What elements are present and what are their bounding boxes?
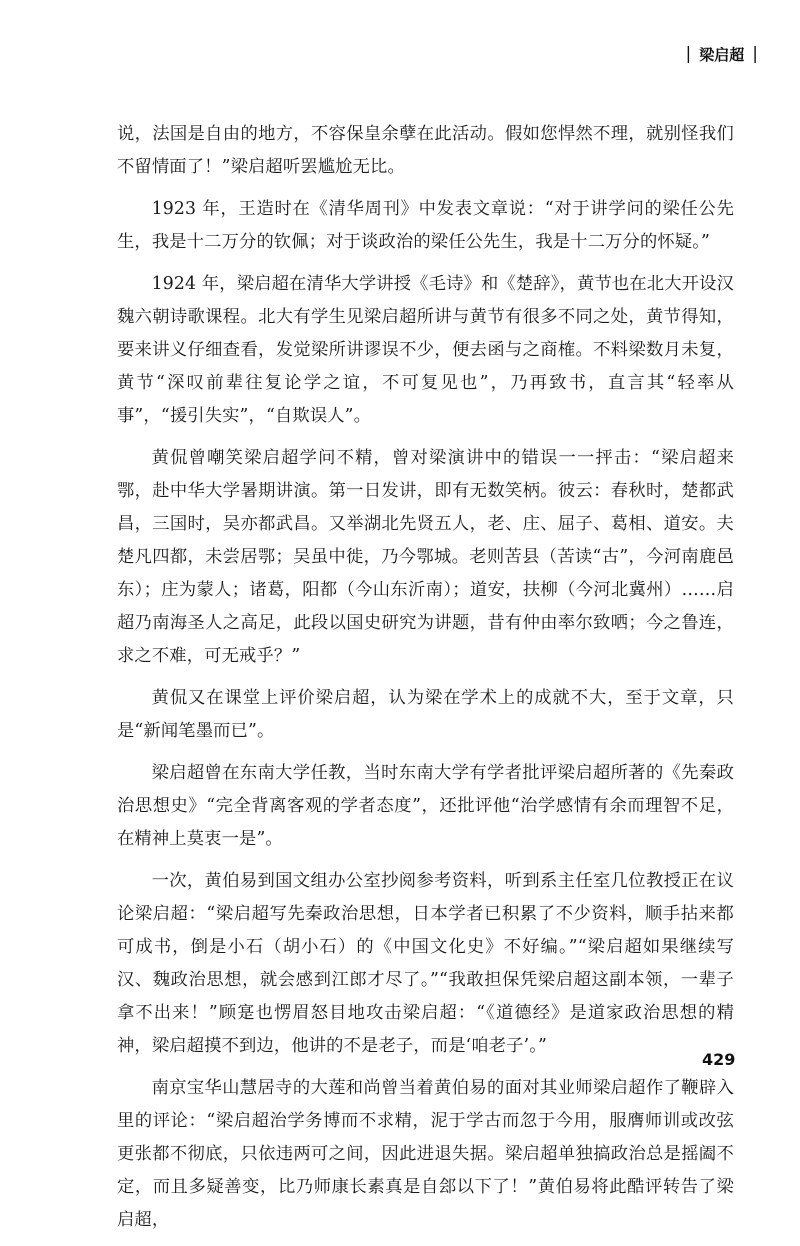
paragraph-1: 说，法国是自由的地方，不容保皇余孽在此活动。假如您悍然不理，就别怪我们不留情面了！”梁启超听罢尴尬无比。 — [117, 124, 734, 177]
page-body — [117, 118, 734, 1246]
running-header-title: 梁启超 — [699, 46, 745, 64]
page-number: 429 — [702, 1050, 736, 1069]
running-header — [686, 44, 758, 65]
header-right-rule: | — [752, 44, 758, 64]
paragraph-7: 一次，黄伯易到国文组办公室抄阅参考资料，听到系主任室几位教授正在议论梁启超：“梁启超写先秦政治思想，日本学者已积累了不少资料，顺手拈来都可成书，倒是小石（胡小石）的《中国文化史》不好编。”“梁启超如果继续写汉、魏政治思想，就会感到江郎才尽了。”“我敢担保凭梁启超这副本领，一辈子拿不出来！”顾寔也愣眉怒目地攻击梁启超：“《道德经》是道家政治思想的精神，梁启超摸不到边，他讲的不是老子，而是‘咱老子’。” — [117, 871, 734, 1056]
paragraph-3: 1924 年，梁启超在清华大学讲授《毛诗》和《楚辞》，黄节也在北大开设汉魏六朝诗歌课程。北大有学生见梁启超所讲与黄节有很多不同之处，黄节得知，要来讲义仔细查看，发觉梁所讲谬误不少，便去函与之商榷。不料梁数月未复，黄节“深叹前辈往复论学之谊，不可复见也”，乃再致书，直言其“轻率从事”，“援引失实”，“自欺误人”。 — [117, 274, 734, 426]
paragraph-5: 黄侃又在课堂上评价梁启超，认为梁在学术上的成就不大，至于文章，只是“新闻笔墨而已”。 — [117, 688, 734, 741]
paragraph-8: 南京宝华山慧居寺的大莲和尚曾当着黄伯易的面对其业师梁启超作了鞭辟入里的评论：“梁启超治学务博而不求精，泥于学古而忽于今用，服膺师训或改弦更张都不彻底，只依违两可之间，因此进退失据。梁启超单独搞政治总是摇阖不定，而且多疑善变，比乃师康长素真是自郐以下了！”黄伯易将此酷评转告了梁启超， — [117, 1078, 734, 1230]
paragraph-4: 黄侃曾嘲笑梁启超学问不精，曾对梁演讲中的错误一一抨击：“梁启超来鄂，赴中华大学暑期讲演。第一日发讲，即有无数笑柄。彼云：春秋时，楚都武昌，三国时，吴亦都武昌。又举湖北先贤五人，老、庄、屈子、葛相、道安。夫楚凡四都，未尝居鄂；吴虽中徙，乃今鄂城。老则苦县（苦读“古”，今河南鹿邑东）；庄为蒙人；诸葛，阳都（今山东沂南）；道安，扶柳（今河北冀州）……启超乃南海圣人之高足，此段以国史研究为讲题，昔有仲由率尔致哂；今之鲁连，求之不难，可无戒乎？” — [117, 448, 734, 666]
paragraph-6: 梁启超曾在东南大学任教，当时东南大学有学者批评梁启超所著的《先秦政治思想史》“完全背离客观的学者态度”，还批评他“治学感情有余而理智不足，在精神上莫衷一是”。 — [117, 763, 734, 849]
paragraph-2: 1923 年，王造时在《清华周刊》中发表文章说：“对于讲学问的梁任公先生，我是十二万分的钦佩；对于谈政治的梁任公先生，我是十二万分的怀疑。” — [117, 199, 734, 252]
header-left-rule: | — [685, 44, 692, 64]
